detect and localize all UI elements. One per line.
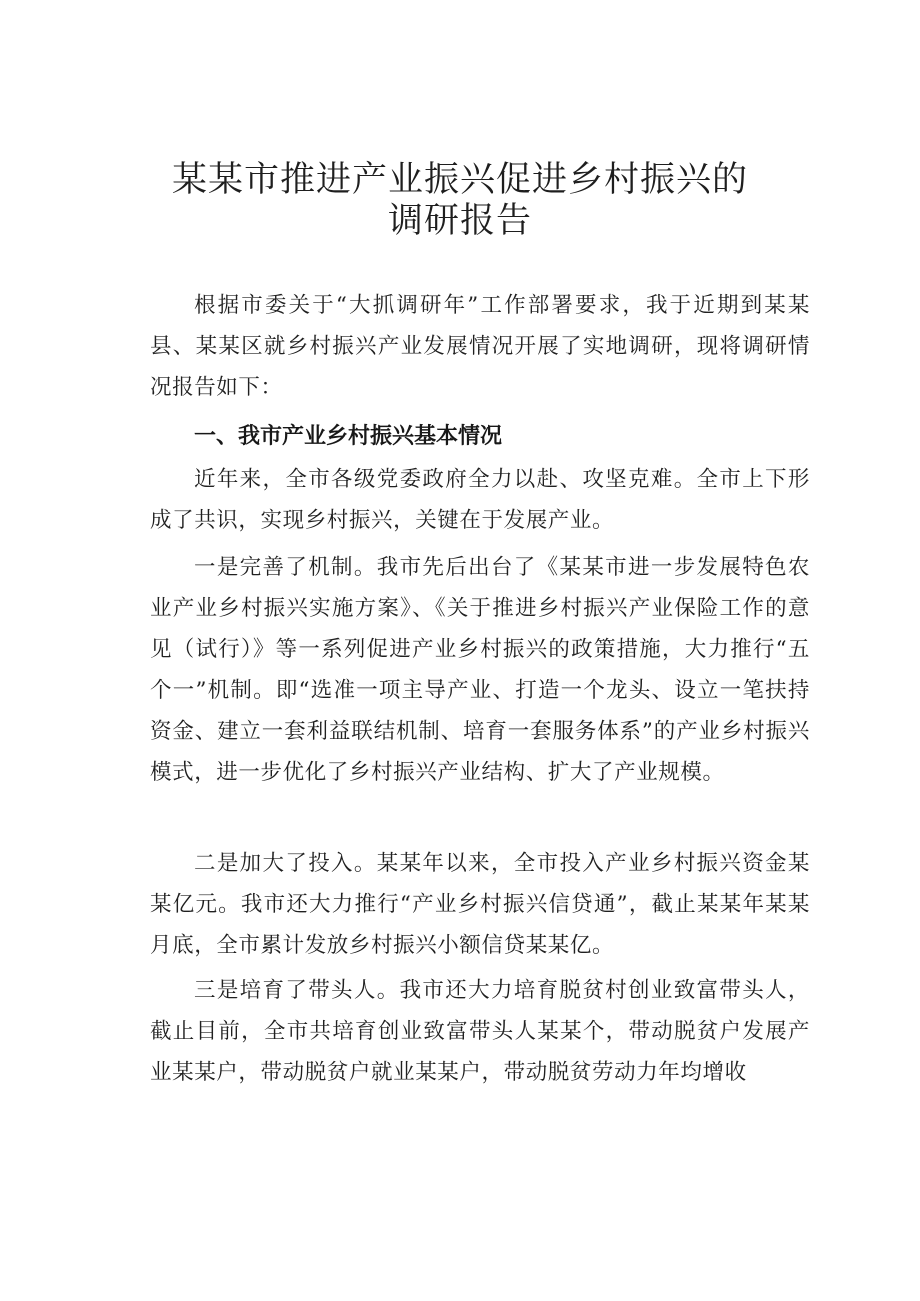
investment-paragraph: 二是加大了投入。某某年以来，全市投入产业乡村振兴资金某某亿元。我市还大力推行“产业乡村振兴信贷通”，截止某某年某某月底，全市累计发放乡村振兴小额信贷某某亿。 [150,851,810,958]
leaders-paragraph: 三是培育了带头人。我市还大力培育脱贫村创业致富带头人，截止目前，全市共培育创业致富带头人某某个，带动脱贫户发展产业某某户，带动脱贫户就业某某户，带动脱贫劳动力年均增收 [150,978,810,1085]
section-heading: 一、我市产业乡村振兴基本情况 [194,424,503,449]
document-title-line-2: 调研报告 [387,201,532,241]
overview-paragraph: 近年来，全市各级党委政府全力以赴、攻坚克难。全市上下形成了共识，实现乡村振兴，关键在于发展产业。 [150,467,810,533]
document-title-line-1: 某某市推进产业振兴促进乡村振兴的 [171,160,748,200]
intro-paragraph: 根据市委关于“大抓调研年”工作部署要求，我于近期到某某县、某某区就乡村振兴产业发展情况开展了实地调研，现将调研情况报告如下： [150,293,810,400]
mechanism-paragraph: 一是完善了机制。我市先后出台了《某某市进一步发展特色农业产业乡村振兴实施方案》、《关于推进乡村振兴产业保险工作的意见（试行）》等一系列促进产业乡村振兴的政策措施，大力推行“五个一”机制。即“选准一项主导产业、打造一个龙头、设立一笔扶持资金、建立一套利益联结机制、培育一套服务体系”的产业乡村振兴模式，进一步优化了乡村振兴产业结构、扩大了产业规模。 [150,555,810,785]
